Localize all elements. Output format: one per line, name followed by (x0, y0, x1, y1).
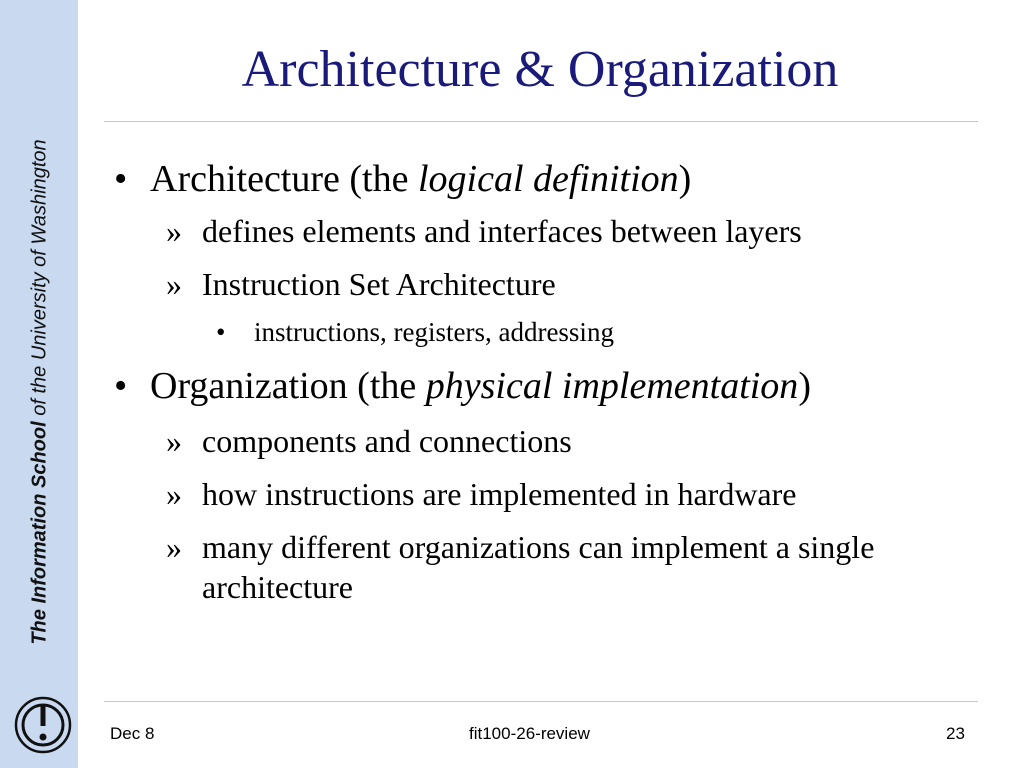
sub-bullet-many-organizations (166, 527, 962, 607)
sub-bullet-components (166, 421, 962, 461)
sub-bullet-text: components and connections (202, 423, 572, 459)
sub-bullet-text: how instructions are implemented in hardware (202, 476, 797, 512)
sub-bullet-text: defines elements and interfaces between layers (202, 213, 802, 249)
sub-sub-bullet-instructions (216, 316, 614, 348)
sub-bullet-marker: » (166, 529, 182, 565)
sub-bullet-marker: » (166, 266, 182, 302)
bullet-architecture (114, 157, 691, 201)
sub-bullet-marker: » (166, 213, 182, 249)
slide-title: Architecture & Organization (241, 41, 839, 98)
bullet-marker: • (114, 158, 128, 200)
sub-bullet-defines-elements (166, 211, 962, 251)
footer-title: fit100-26-review (469, 724, 590, 743)
school-name: The Information School (28, 421, 51, 645)
bullet-text (150, 364, 811, 408)
sub-bullet-text: Instruction Set Architecture (202, 266, 556, 302)
bullet-suffix: ) (798, 365, 811, 407)
university-name: of the University of Washington (28, 139, 51, 416)
footer-date: Dec 8 (110, 724, 155, 743)
bullet-prefix: Architecture (the (150, 158, 418, 200)
footer-divider (104, 701, 978, 702)
sidebar-band (0, 0, 78, 768)
page-number: 23 (946, 724, 965, 743)
sub-sub-bullet-text: instructions, registers, addressing (254, 317, 614, 347)
bullet-text (150, 157, 691, 201)
sub-bullet-isa (166, 264, 962, 304)
bullet-marker: • (114, 365, 128, 407)
sub-sub-bullet-marker: • (216, 317, 226, 347)
bullet-emphasis: physical implementation (425, 365, 799, 407)
sub-bullet-how-instructions (166, 474, 962, 514)
bullet-prefix: Organization (the (150, 365, 426, 407)
sub-bullet-marker: » (166, 423, 182, 459)
title-divider (104, 121, 978, 122)
sub-bullet-text: many different organizations can implement a single architecture (202, 529, 875, 605)
information-school-logo (10, 692, 76, 758)
sub-bullet-marker: » (166, 476, 182, 512)
bullet-organization (114, 364, 811, 408)
bullet-emphasis: logical definition (417, 158, 679, 200)
school-name-vertical (29, 139, 52, 644)
bullet-suffix: ) (678, 158, 692, 200)
